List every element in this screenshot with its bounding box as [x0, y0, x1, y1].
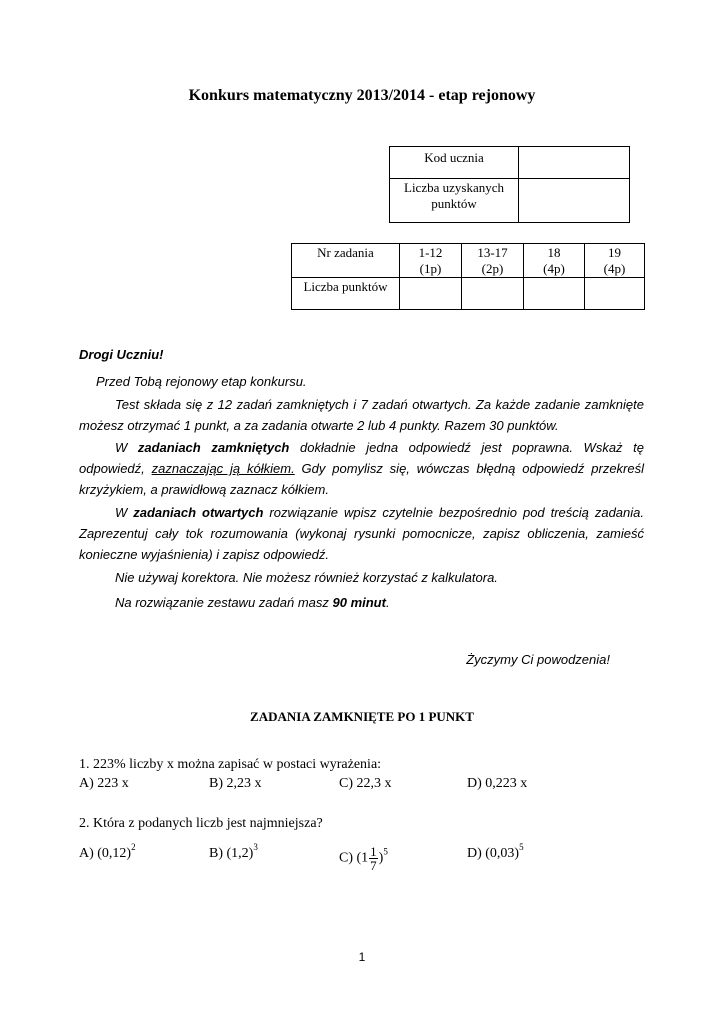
student-code-label: Kod ucznia — [390, 147, 519, 179]
page-title: Konkurs matematyczny 2013/2014 - etap rejonowy — [188, 87, 536, 104]
question-1-option-b[interactable]: B) 2,23 x — [209, 776, 262, 791]
instruction-test-structure: Test składa się z 12 zadań zamkniętych i 7 zadań otwartych. Za każde zadanie zamknięte możesz otrzymać 1 punkt, a za zadania otwarte 2 lub 4 punkty. Razem 30 punktów. — [79, 397, 644, 433]
points-cell[interactable] — [585, 278, 645, 310]
page-number: 1 — [358, 950, 366, 964]
task-column-header: 18 (4p) — [524, 244, 585, 278]
question-1-option-d[interactable]: D) 0,223 x — [467, 776, 528, 791]
task-number-label: Nr zadania — [292, 244, 400, 278]
question-2-option-a[interactable]: A) $(0,12)^2$ — [79, 842, 136, 861]
task-column-header: 19 (4p) — [585, 244, 645, 278]
points-obtained-label: Liczba uzyskanych punktów — [390, 179, 519, 223]
question-1-text: 1. 223% liczby x można zapisać w postaci wyrażenia: — [79, 757, 382, 772]
points-cell[interactable] — [524, 278, 585, 310]
question-2-text: 2. Która z podanych liczb jest najmniejsza? — [79, 816, 323, 831]
instruction-closed-tasks: W zadaniach zamkniętych dokładnie jedna odpowiedź jest poprawna. Wskaż tę odpowiedź, zaznaczając ją kółkiem. Gdy pomylisz się, wówczas błędną odpowiedź przekreśl krzyżykiem, a prawidłową zaznacz kółkiem. — [79, 440, 645, 497]
good-luck-wish: Życzymy Ci powodzenia! — [466, 652, 610, 667]
points-count-label: Liczba punktów — [292, 278, 400, 310]
section-title: ZADANIA ZAMKNIĘTE PO 1 PUNKT — [250, 709, 474, 724]
task-points-table — [291, 243, 645, 310]
question-1-option-c[interactable]: C) 22,3 x — [339, 776, 392, 791]
instruction-time-limit: Na rozwiązanie zestawu zadań masz 90 minut. — [115, 595, 390, 610]
greeting: Drogi Uczniu! — [79, 347, 164, 362]
question-2-option-c[interactable]: C) (1 $\frac{1}{7}$ )$^5$ — [339, 844, 388, 873]
student-code-table — [389, 146, 630, 223]
instruction-open-tasks: W zadaniach otwartych rozwiązanie wpisz czytelnie bezpośrednio pod treścią zadania. Zaprezentuj cały tok rozumowania (wykonaj rysunki pomocnicze, zapisz obliczenia, zamieść konieczne wyjaśnienia) i zapisz odpowiedź. — [79, 505, 644, 562]
task-column-header: 1-12 (1p) — [400, 244, 462, 278]
question-2-option-b[interactable]: B) $(1,2)^3$ — [209, 842, 258, 861]
points-cell[interactable] — [462, 278, 524, 310]
task-column-header: 13-17 (2p) — [462, 244, 524, 278]
instruction-no-corrector: Nie używaj korektora. Nie możesz również korzystać z kalkulatora. — [115, 570, 498, 585]
mixed-fraction: $\frac{1}{7}$ — [370, 844, 377, 873]
question-2-option-d[interactable]: D) $(0,03)^5$ — [467, 842, 524, 861]
student-code-field[interactable] — [519, 147, 630, 179]
points-cell[interactable] — [400, 278, 462, 310]
instruction-intro: Przed Tobą rejonowy etap konkursu. — [96, 374, 307, 389]
points-obtained-field[interactable] — [519, 179, 630, 223]
question-1-option-a[interactable]: A) 223 x — [79, 776, 129, 791]
